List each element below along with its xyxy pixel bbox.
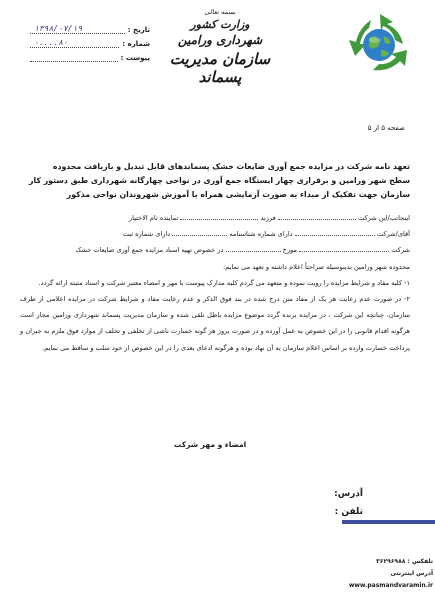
footer-website[interactable]: www.pasmandvaramin.ir xyxy=(348,582,433,589)
date-label: تاریخ : xyxy=(127,26,150,34)
address-label: آدرس: xyxy=(334,489,363,499)
blank-field[interactable] xyxy=(180,210,258,220)
attachment-line xyxy=(30,52,118,62)
form-text: در خصوص تهیه اسناد مزایده جمع آوری ضایعات خشک xyxy=(75,246,224,255)
footer-stripe xyxy=(342,520,435,524)
page-number: صفحه ۵ از ۵ xyxy=(367,124,405,132)
municipality-name: شهرداری ورامین xyxy=(177,33,263,47)
form-text: دارای شماره ثبت xyxy=(122,230,171,239)
attachment-row xyxy=(30,48,150,62)
letter-metadata xyxy=(30,20,150,62)
form-text: فرزند xyxy=(260,214,276,222)
contact-block xyxy=(334,485,363,521)
title-line: سطح شهر ورامین و برقراری چهار ایستگاه جمع آوری در نواحی چهارگانه شهرداری طبق دستور کار xyxy=(29,176,410,185)
form-text: اینجانب/این شرکت xyxy=(357,214,410,222)
attachment-label: پیوست : xyxy=(120,54,150,62)
date-row xyxy=(30,20,150,34)
form-text: آقای/شرکت xyxy=(376,230,410,239)
blank-field[interactable] xyxy=(295,226,375,236)
blank-field[interactable] xyxy=(226,242,281,252)
form-line-1 xyxy=(20,210,410,226)
footer-phone: تلفکس : ۳۶۲۹۶۹۸۸ xyxy=(376,558,433,565)
footer-contact xyxy=(346,556,433,592)
form-line-3 xyxy=(20,242,410,258)
footer-website-label: آدرس اینترنتی xyxy=(390,570,433,577)
ministry-name: وزارت کشور xyxy=(190,18,250,31)
letterhead xyxy=(150,8,290,86)
document-title xyxy=(20,160,410,202)
title-line: سازمان جهت تفکیک از مبداء به صورت آزمایشی همراه با آموزش شهروندان نواحی مذکور xyxy=(66,190,410,199)
blank-field[interactable] xyxy=(278,210,356,220)
title-line: تعهد نامه شرکت در مزایده جمع آوری ضایعات خشک پسماندهای قابل تبدیل و بازیافت محدوده xyxy=(52,162,410,171)
date-value: ۱۳۹۸/۰۷/۱۹ xyxy=(34,24,83,33)
number-line xyxy=(30,38,119,48)
number-label: شماره : xyxy=(122,40,150,48)
number-value: ۸۰....۰ xyxy=(34,38,68,47)
footer-bar xyxy=(342,520,435,615)
blank-field[interactable] xyxy=(299,242,389,252)
organization-name: سازمان مدیریت پسماند xyxy=(169,50,271,86)
form-line-2 xyxy=(20,226,410,242)
number-row xyxy=(30,34,150,48)
signature-label: امضاء و مهر شرکت xyxy=(173,440,247,449)
form-line-4: محدوده شهر ورامین بدینوسیله صراحتاً اعلام داشته و تعهد می نمایم: xyxy=(222,262,410,271)
form-text: مورخ xyxy=(282,246,297,255)
form-text: نماینده تام الاختیار xyxy=(128,214,179,222)
clause-2: ۲- در صورت عدم رعایت هر یک از مفاد متن درج شده در بند فوق الذکر و عدم رعایت مفاد و شرایط شرکت در مزایده اعلامی از طرف سازمان، چنانچه این شرکت ، در مزایده برنده گردد موضوع مزایده باطل تلقی شده و سازمان مدیریت پسماند شهرداری ورامین مجاز است هرگونه اقدام قانونی را در این خصوص به عمل آورده و در صورت بروز هر گونه خسارت ناشی از تخلفی و تخلف از موارد فوق ملزم به جبران و پرداخت خسارت وارده بر اساس اعلام سازمان به آن نهاد بوده و هرگونه ادعای بعدی را در این خصوص از خود سلب و ساقط می نمایم. xyxy=(20,295,410,352)
commitment-body xyxy=(20,210,410,356)
form-text: شرکت xyxy=(391,246,410,255)
date-line xyxy=(30,24,125,34)
form-text: دارای شماره شناسنامه xyxy=(229,230,293,239)
blank-field[interactable] xyxy=(172,226,227,236)
bism: بسمه تعالی xyxy=(204,8,236,16)
clause-1: ۱- کلیه مفاد و شرایط مزایده را رویت نموده و متعهد می گردم کلیه مدارک پیوست با مهر و امضاء معتبر شرکت و اسناد مثبته ارائه گردد. xyxy=(38,278,410,287)
recycle-globe-icon xyxy=(345,10,415,76)
phone-label: تلفن : xyxy=(334,507,363,517)
